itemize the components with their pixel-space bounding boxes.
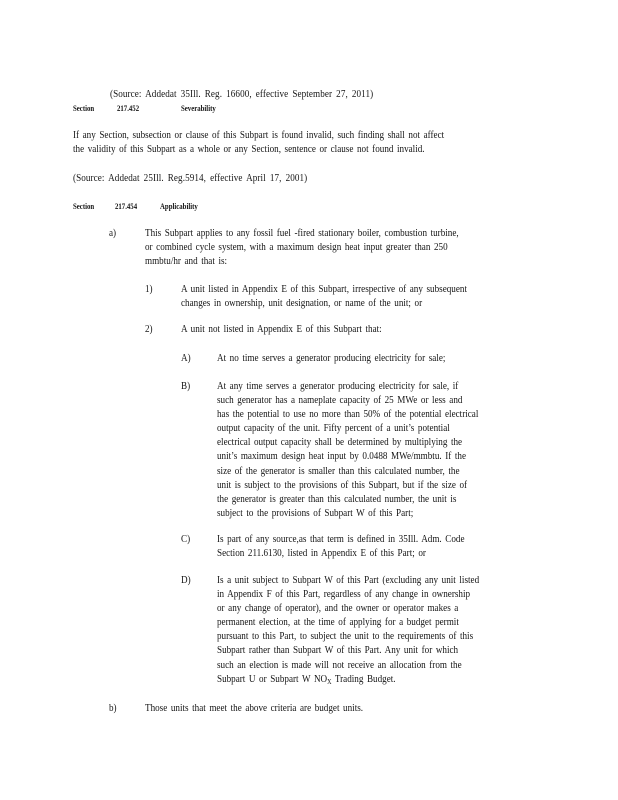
text-line: If any Section, subsection or clause of this Subpart is found invalid, such finding shall not affect — [73, 130, 445, 141]
section-number: 217.454 — [115, 201, 138, 211]
text-line: the validity of this Subpart as a whole or any Section, sentence or clause not found invalid. — [73, 144, 425, 156]
text-line: output capacity of the unit. Fifty percent of a unit’s potential — [217, 423, 450, 435]
text-line: Subpart rather than Subpart W of this Part. Any unit for which — [217, 645, 459, 657]
text-line: A unit listed in Appendix E of this Subpart, irrespective of any subsequent — [181, 284, 467, 295]
text-line: electrical output capacity shall be determined by multiplying the — [217, 437, 463, 449]
section-number: 217.452 — [117, 103, 140, 113]
item-label: 2) — [145, 324, 153, 335]
text-fragment: Trading Budget. — [331, 673, 396, 685]
source-note-2: (Source: Addedat 25Ill. Reg.5914, effective April 17, 2001) — [73, 173, 308, 184]
item-label: C) — [181, 534, 191, 545]
item-b-text — [145, 702, 363, 716]
text-line: At no time serves a generator producing electricity for sale; — [217, 353, 446, 364]
text-line: Section 211.6130, listed in Appendix E of this Part; or — [217, 548, 426, 560]
section-title: Applicability — [160, 201, 198, 211]
item-label: A) — [181, 353, 191, 364]
text-line: mmbtu/hr and that is: — [145, 256, 228, 268]
item-label: a) — [109, 228, 117, 239]
item-a-text — [145, 227, 459, 269]
text-line: unit’s maximum design heat input by 0.0488 MWe/mmbtu. If the — [217, 451, 466, 463]
section-title: Severability — [181, 103, 216, 113]
item-label: 1) — [145, 284, 153, 295]
text-line: the generator is greater than this calculated number, the unit is — [217, 493, 457, 505]
item-D-text — [217, 574, 479, 687]
text-line: At any time serves a generator producing electricity for sale, if — [217, 381, 459, 392]
text-fragment: Subpart U or Subpart W NO — [217, 673, 328, 685]
item-label: b) — [109, 703, 117, 714]
text-line: Those units that meet the above criteria are budget units. — [145, 703, 364, 714]
severability-paragraph — [73, 129, 444, 157]
item-A-text — [217, 352, 445, 366]
text-line: unit is subject to the provisions of this Subpart, but if the size of — [217, 479, 468, 491]
item-C-text — [217, 533, 465, 561]
text-line: This Subpart applies to any fossil fuel -fired stationary boiler, combustion turbine, — [145, 228, 459, 239]
text-line: Is a unit subject to Subpart W of this Part (excluding any unit listed — [217, 575, 480, 586]
text-line — [217, 673, 479, 687]
text-line: subject to the provisions of Subpart W of this Part; — [217, 507, 414, 519]
source-note-1: (Source: Addedat 35Ill. Reg. 16600, effective September 27, 2011) — [110, 89, 374, 100]
text-line: has the potential to use no more than 50% of the potential electrical — [217, 409, 479, 421]
item-1-text — [181, 283, 467, 311]
section-label: Section — [73, 201, 95, 211]
text-line: permanent election, at the time of applying for a budget permit — [217, 617, 459, 629]
section-label: Section — [73, 103, 95, 113]
text-line: A unit not listed in Appendix E of this Subpart that: — [181, 324, 382, 335]
text-line: or any change of operator), and the owner or operator makes a — [217, 603, 459, 615]
item-B-text — [217, 380, 478, 521]
text-line: such generator has a nameplate capacity of 25 MWe or less and — [217, 395, 463, 407]
text-line: Is part of any source,as that term is defined in 35Ill. Adm. Code — [217, 534, 465, 545]
text-line: changes in ownership, unit designation, or name of the unit; or — [181, 298, 423, 310]
text-line: pursuant to this Part, to subject the unit to the requirements of this — [217, 631, 474, 643]
text-line: size of the generator is smaller than this calculated number, the — [217, 465, 460, 477]
text-line: in Appendix F of this Part, regardless of any change in ownership — [217, 589, 471, 601]
text-line: or combined cycle system, with a maximum design heat input greater than 250 — [145, 242, 448, 254]
item-label: D) — [181, 575, 191, 586]
text-line: such an election is made will not receive an allocation from the — [217, 659, 462, 671]
subscript-x: X — [327, 677, 332, 686]
item-2-text — [181, 323, 382, 337]
item-label: B) — [181, 381, 191, 392]
